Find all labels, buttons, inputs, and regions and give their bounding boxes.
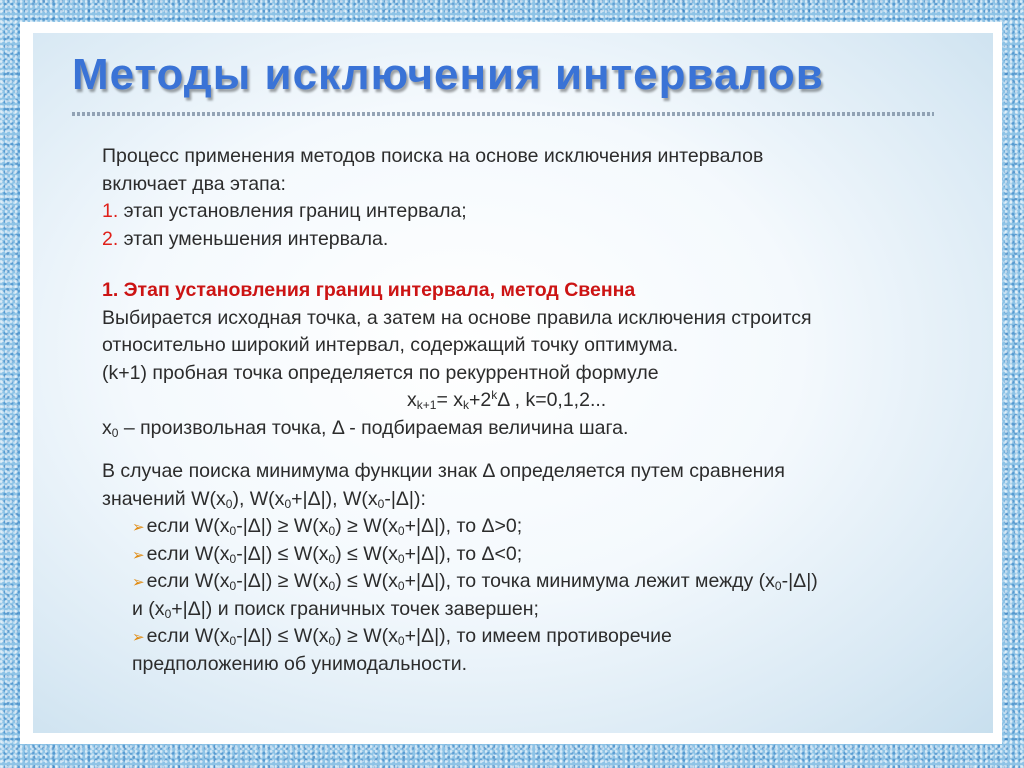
section-1-heading: 1. Этап установления границ интервала, метод Свенна <box>102 279 636 301</box>
condition-bullet-3: ➢ если $W(x_0-|\Delta|) \ge W(x_0) \le W(x_0+|\Delta|)$, то точка минимума лежит между $(x_0-|\Delta|)$ <box>102 568 952 596</box>
condition-bullet-4-continuation: предположению об унимодальности. <box>132 652 468 675</box>
stage-1-number: 1. <box>102 200 119 222</box>
section-2-line-1: В случае поиска минимума функции знак Δ определяется путем сравнения <box>102 460 785 482</box>
slide-title: Методы исключения интервалов <box>72 50 824 99</box>
recurrence-formula: $x_{k+1}= x_k+2^k\Delta$ , k=0,1,2... <box>407 388 607 412</box>
condition-bullet-1: ➢ если $W(x_0-|\Delta|) \ge W(x_0) \ge W(x_0+|\Delta|)$, то Δ>0; <box>102 513 952 541</box>
slide-body <box>102 143 952 678</box>
section-2-line-2: значений $W(x_0)$, $W(x_0+|\Delta|)$, $W(x_0-|\Delta|)$: <box>102 487 426 511</box>
stage-1-item <box>102 198 952 226</box>
section-1-line-3: (k+1) пробная точка определяется по рекуррентной формуле <box>102 361 659 384</box>
stage-2-item <box>102 226 952 254</box>
section-1-line-1: Выбирается исходная точка, а затем на основе правила исключения строится <box>102 306 812 329</box>
x0-description: $x_0$ – произвольная точка, Δ - подбираемая величина шага. <box>102 416 629 440</box>
intro-line-1: Процесс применения методов поиска на основе исключения интервалов <box>102 145 764 167</box>
intro-line-2: включает два этапа: <box>102 172 286 195</box>
condition-bullet-2: ➢ если $W(x_0-|\Delta|) \le W(x_0) \le W(x_0+|\Delta|)$, то Δ<0; <box>102 541 952 569</box>
stage-1-text: этап установления границ интервала; <box>118 200 467 222</box>
arrow-bullet-icon: ➢ <box>132 546 145 564</box>
spacer <box>102 442 952 458</box>
title-divider <box>72 112 934 116</box>
stage-2-number: 2. <box>102 227 119 250</box>
condition-bullet-4: ➢ если $W(x_0-|\Delta|) \le W(x_0) \ge W(x_0+|\Delta|)$, то имеем противоречие <box>102 623 952 651</box>
stage-2-text: этап уменьшения интервала. <box>118 227 389 250</box>
arrow-bullet-icon: ➢ <box>132 574 145 591</box>
arrow-bullet-icon: ➢ <box>132 629 145 646</box>
section-1-line-2: относительно широкий интервал, содержащий точку оптимума. <box>102 334 679 356</box>
arrow-bullet-icon: ➢ <box>132 519 145 536</box>
condition-bullet-3-continuation: и $(x_0+|\Delta|)$ и поиск граничных точек завершен; <box>132 597 539 621</box>
spacer <box>102 253 952 277</box>
